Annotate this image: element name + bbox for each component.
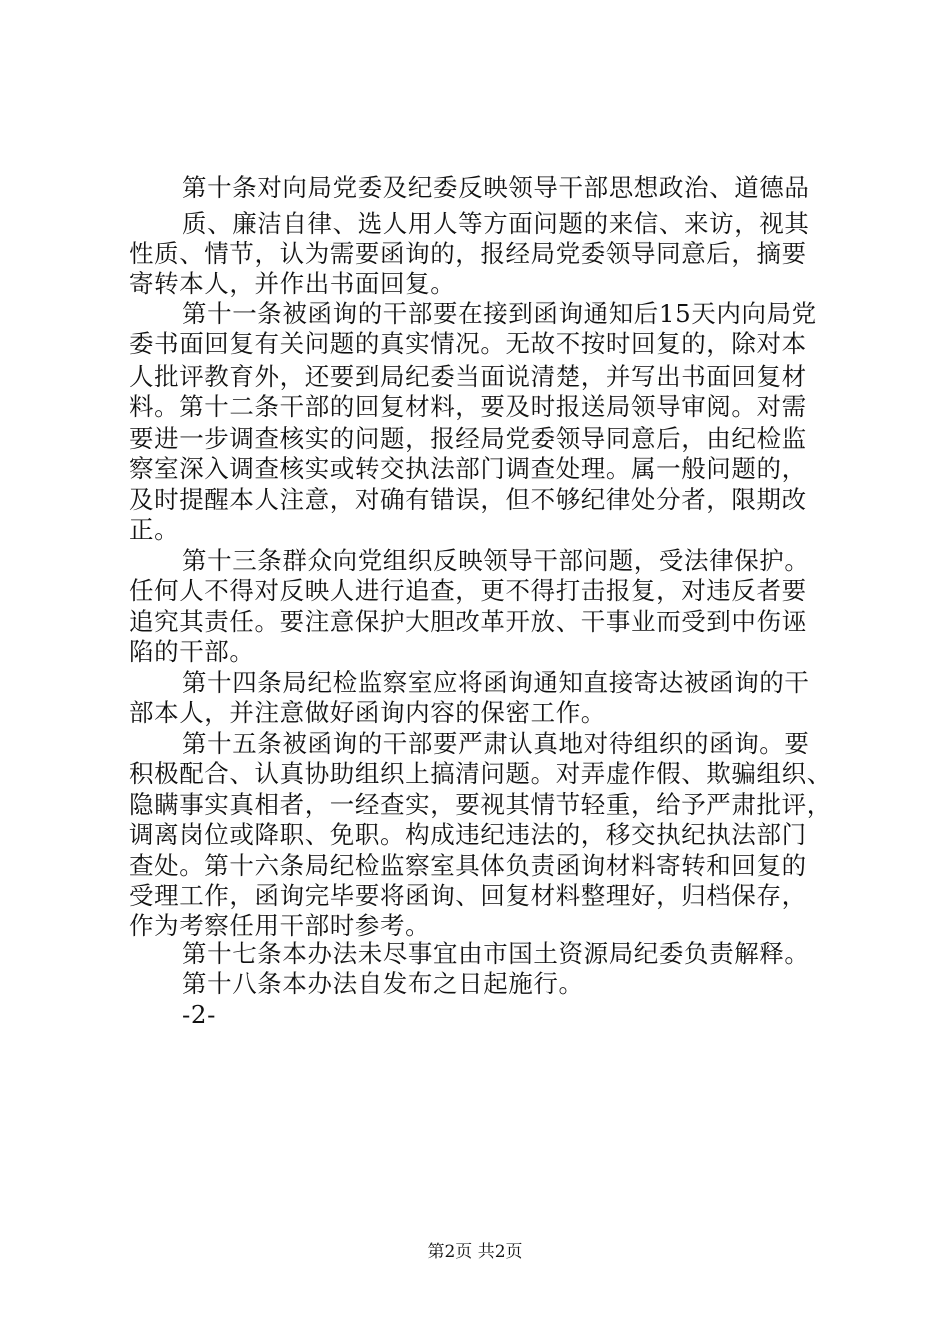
text-line: 第十四条局纪检监察室应将函询通知直接寄达被函询的干 bbox=[182, 668, 810, 697]
text-line: 正。 bbox=[129, 515, 180, 544]
text-line: 第十八条本办法自发布之日起施行。 bbox=[182, 969, 584, 998]
text-line: 部本人，并注意做好函询内容的保密工作。 bbox=[129, 698, 606, 727]
text-line: 寄转本人，并作出书面回复。 bbox=[129, 269, 456, 298]
text-line: 性质、情节，认为需要函询的，报经局党委领导同意后，摘要 bbox=[129, 239, 807, 268]
text-line: 第十一条被函询的干部要在接到函询通知后15天内向局党 bbox=[182, 299, 817, 328]
text-line: 查处。第十六条局纪检监察室具体负责函询材料寄转和回复的 bbox=[129, 851, 807, 880]
text-line: 察室深入调查核实或转交执法部门调查处理。属一般问题的， bbox=[129, 454, 807, 483]
text-line: 作为考察任用干部时参考。 bbox=[129, 911, 431, 940]
text-line: 第十七条本办法未尽事宜由市国土资源局纪委负责解释。 bbox=[182, 939, 810, 968]
text-line: 陷的干部。 bbox=[129, 637, 255, 666]
text-line: 受理工作，函询完毕要将函询、回复材料整理好，归档保存， bbox=[129, 881, 807, 910]
text-line: 质、廉洁自律、选人用人等方面问题的来信、来访，视其 bbox=[182, 209, 810, 238]
text-line: 委书面回复有关问题的真实情况。无故不按时回复的，除对本 bbox=[129, 329, 807, 358]
text-line: 任何人不得对反映人进行追查，更不得打击报复，对违反者要 bbox=[129, 576, 807, 605]
text-line: 追究其责任。要注意保护大胆改革开放、干事业而受到中伤诬 bbox=[129, 607, 807, 636]
text-line: 要进一步调查核实的问题，报经局党委领导同意后，由纪检监 bbox=[129, 424, 807, 453]
page-number-marker: -2- bbox=[182, 1000, 216, 1029]
page-footer: 第2页 共2页 bbox=[427, 1242, 523, 1262]
text-line: 第十五条被函询的干部要严肃认真地对待组织的函询。要 bbox=[182, 729, 810, 758]
text-line: 积极配合、认真协助组织上搞清问题。对弄虚作假、欺骗组织、 bbox=[129, 759, 832, 788]
text-line: 及时提醒本人注意，对确有错误，但不够纪律处分者，限期改 bbox=[129, 485, 807, 514]
text-line: 隐瞒事实真相者，一经查实，要视其情节轻重，给予严肃批评， bbox=[129, 790, 832, 819]
text-line: 第十条对向局党委及纪委反映领导干部思想政治、道德品 bbox=[182, 173, 810, 202]
text-line: 调离岗位或降职、免职。构成违纪违法的，移交执纪执法部门 bbox=[129, 820, 807, 849]
text-line: 第十三条群众向党组织反映领导干部问题，受法律保护。 bbox=[182, 546, 810, 575]
text-line: 料。第十二条干部的回复材料，要及时报送局领导审阅。对需 bbox=[129, 392, 807, 421]
text-line: 人批评教育外，还要到局纪委当面说清楚，并写出书面回复材 bbox=[129, 362, 807, 391]
